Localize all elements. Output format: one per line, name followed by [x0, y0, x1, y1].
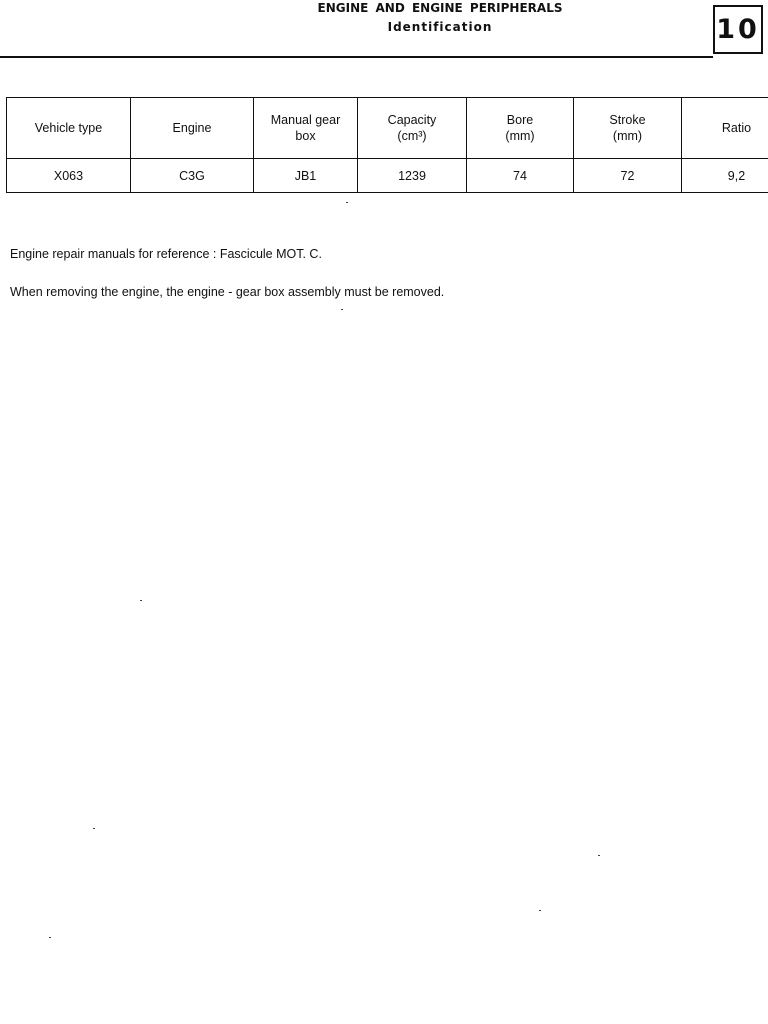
- scan-speck: [140, 600, 142, 601]
- column-header-label: box: [295, 129, 316, 143]
- scan-speck: [49, 937, 51, 938]
- column-header-label: Ratio: [721, 121, 752, 135]
- identification-table: [6, 97, 768, 193]
- section-title: ENGINE AND ENGINE PERIPHERALS: [317, 1, 563, 15]
- cell-ratio: 9,2: [682, 159, 768, 193]
- column-header-label: Manual gear: [270, 113, 341, 127]
- column-header-label: Stroke: [609, 113, 646, 127]
- cell-capacity: 1239: [358, 159, 467, 193]
- column-header-label: Bore: [506, 113, 534, 127]
- column-header-vehicle-type: [7, 98, 131, 159]
- column-header-label: Capacity: [387, 113, 437, 127]
- section-number: 10: [716, 14, 760, 45]
- section-number-box: [713, 5, 763, 54]
- table-head: [7, 98, 768, 159]
- table-header-row: [7, 98, 768, 159]
- scan-speck: [346, 202, 348, 203]
- column-header-bore: [467, 98, 574, 159]
- note-engine-removal: When removing the engine, the engine - gear box assembly must be removed.: [10, 285, 445, 299]
- scan-speck: [93, 828, 95, 829]
- scan-speck: [341, 309, 343, 310]
- column-header-unit: (mm): [505, 129, 535, 143]
- note-reference-manuals: Engine repair manuals for reference : Fascicule MOT. C.: [10, 247, 322, 261]
- scan-speck: [598, 855, 600, 856]
- section-subtitle: Identification: [387, 20, 493, 34]
- table-body: [7, 159, 768, 193]
- cell-engine: C3G: [131, 159, 254, 193]
- cell-bore: 74: [467, 159, 574, 193]
- column-header-capacity: [358, 98, 467, 159]
- column-header-unit: (cm³): [397, 129, 427, 143]
- header-rule: [0, 56, 713, 58]
- cell-manual-gear-box: JB1: [254, 159, 358, 193]
- scan-speck: [539, 910, 541, 911]
- column-header-label: Engine: [172, 121, 212, 135]
- table-row: [7, 159, 768, 193]
- cell-vehicle-type: X063: [7, 159, 131, 193]
- column-header-unit: (mm): [612, 129, 643, 143]
- cell-stroke: 72: [574, 159, 682, 193]
- column-header-manual-gear-box: [254, 98, 358, 159]
- column-header-engine: [131, 98, 254, 159]
- column-header-stroke: [574, 98, 682, 159]
- column-header-label: Vehicle type: [34, 121, 103, 135]
- column-header-ratio: [682, 98, 768, 159]
